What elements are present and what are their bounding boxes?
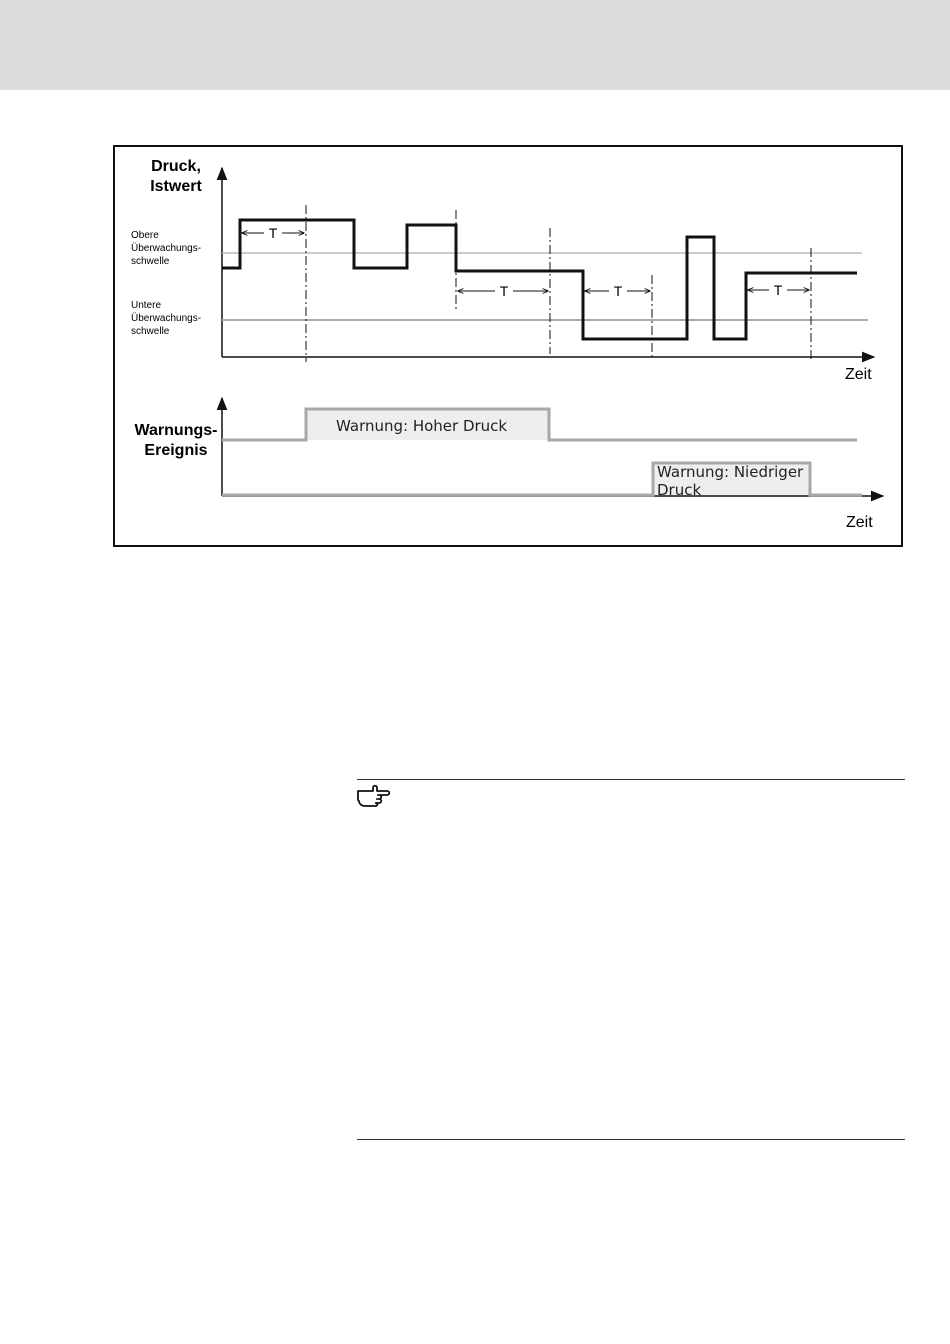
upper-threshold-label-line3: schwelle <box>131 256 170 267</box>
pointing-hand-icon <box>356 782 392 808</box>
upper-threshold-label-line2: Überwachungs- <box>131 243 202 254</box>
note-top-rule <box>357 779 905 780</box>
warning-low-label-line2: Druck <box>657 481 702 499</box>
warning-low-label-line1: Warnung: Niedriger <box>657 463 804 481</box>
delay-label-3: T <box>613 283 623 299</box>
warning-x-axis-label: Zeit <box>846 514 873 531</box>
delay-label-2: T <box>499 283 509 299</box>
lower-threshold-label-line1: Untere <box>131 300 162 311</box>
y-axis-label-line2: Istwert <box>150 178 202 195</box>
x-axis-label: Zeit <box>845 366 872 383</box>
lower-threshold-label-line3: schwelle <box>131 326 170 337</box>
note-bottom-rule <box>357 1139 905 1140</box>
upper-threshold-label-line1: Obere <box>131 230 159 241</box>
warning-high-label: Warnung: Hoher Druck <box>336 417 508 435</box>
delay-label-1: T <box>268 225 278 241</box>
pressure-signal <box>222 220 857 339</box>
warning-y-axis-label-line2: Ereignis <box>144 442 208 459</box>
y-axis-label-line1: Druck, <box>151 158 201 175</box>
lower-threshold-label-line2: Überwachungs- <box>131 313 202 324</box>
delay-label-4: T <box>773 282 783 298</box>
warning-y-axis-label-line1: Warnungs- <box>134 422 218 439</box>
